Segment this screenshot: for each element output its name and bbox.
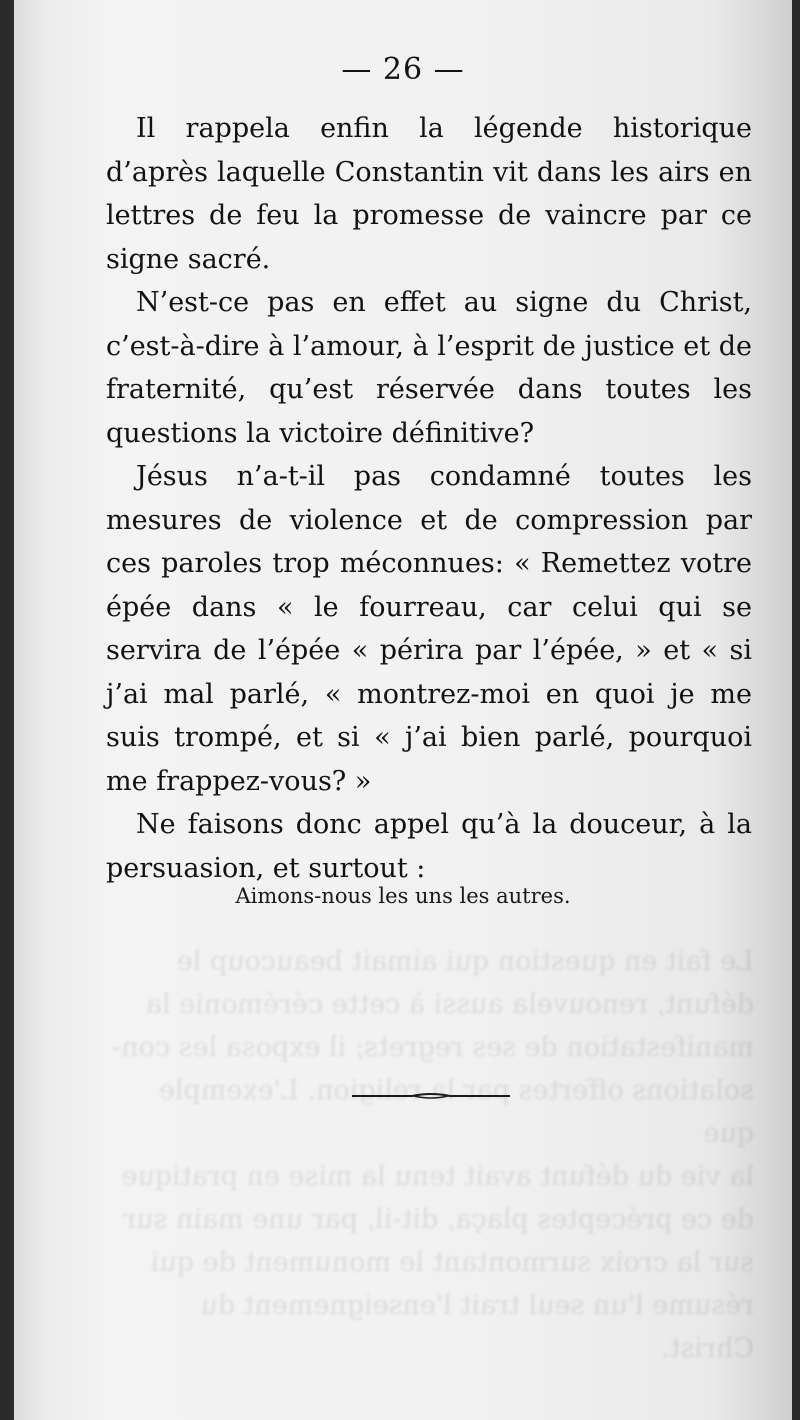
paragraph-constantin: Il rappela enfin la légende historique d’après laquelle Constantin vit dans les airs en lettres de feu la promesse de vaincre par ce signe sacré. [106,113,752,275]
paragraph-christ-sign: N’est-ce pas en effet au signe du Christ, c’est-à-dire à l’amour, à l’esprit de justice et de fraternité, qu’est réservée dans toutes les questions la victoire définitive? [106,287,752,449]
page-number: — 26 — [341,52,465,87]
motto-line: Aimons-nous les uns les autres. [235,884,571,908]
paragraph-appeal: Ne faisons donc appel qu’à la douceur, à la persuasion, et surtout : [106,809,752,884]
paragraph-jesus-quote: Jésus n’a-t-il pas condamné toutes les mesures de violence et de compression par ces paroles trop méconnues: « Remettez votre épée dans « le fourreau, car celui qui se servira de l’épée « périra par l’épée, » et « si j’ai mal parlé, « montrez-moi en quoi je me suis trompé, et si « j’ai bien parlé, pourquoi me frappez-vous? » [106,461,752,797]
bleed-through-text: Le fait en question qui aimait beaucoup le défunt, renouvela aussi à cette cérémonie la manifestation de ses regrets; il exposa les con- solations offertes par la religion. L'exemple que la vie du défunt avait tenu la mise en pratique de ce préceptes plaça, dit-il, par une main sur sur la croix surmontant le monument de qui résume l'un seul trait l'enseignement du Christ. [112,946,754,1364]
body-text [106,107,752,890]
ornamental-rule [352,1092,510,1100]
book-page [14,0,792,1420]
